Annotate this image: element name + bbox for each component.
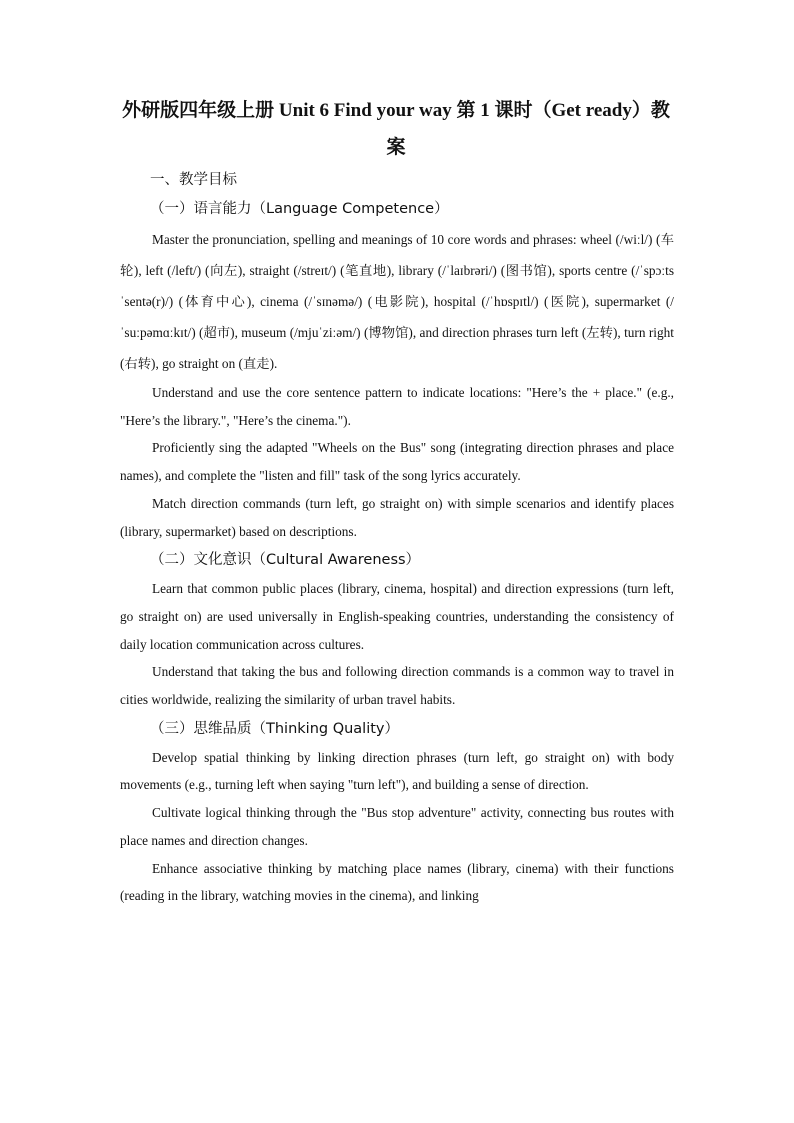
section-heading-teaching-objectives: 一、教学目标 [150, 172, 237, 188]
document-body [120, 166, 674, 910]
document-title: 外研版四年级上册 Unit 6 Find your way 第 1 课时（Get ready）教案 [122, 100, 670, 158]
paragraph-song: Proficiently sing the adapted "Wheels on the Bus" song (integrating direction phrases and place names), and complete the "listen and fill" task of the song lyrics accurately. [120, 440, 674, 484]
paragraph-logical-thinking: Cultivate logical thinking through the "Bus stop adventure" activity, connecting bus routes with place names and direction changes. [120, 805, 674, 848]
paragraph-direction-commands: Match direction commands (turn left, go straight on) with simple scenarios and identify places (library, supermarket) based on descriptions. [120, 495, 674, 539]
paragraph-bus-travel: Understand that taking the bus and following direction commands is a common way to travel in cities worldwide, realizing the similarity of urban travel habits. [120, 664, 674, 708]
subsection-heading-cultural-awareness: （二）文化意识（Cultural Awareness） [150, 552, 421, 569]
paragraph-spatial-thinking: Develop spatial thinking by linking direction phrases (turn left, go straight on) with body movements (e.g., turning left when saying "turn left"), and building a sense of direction. [120, 749, 674, 793]
subsection-heading-thinking-quality: （三）思维品质（Thinking Quality） [150, 720, 400, 737]
paragraph-public-places: Learn that common public places (library, cinema, hospital) and direction expressions (turn left, go straight on) are used universally in English-speaking countries, understanding the consistency of daily location communication across cultures. [120, 581, 674, 652]
paragraph-associative-thinking: Enhance associative thinking by matching place names (library, cinema) with their functions (reading in the library, watching movies in the cinema), and linking [120, 860, 674, 904]
paragraph-sentence-pattern: Understand and use the core sentence pattern to indicate locations: "Here’s the + place." (e.g., "Here’s the library.", "Here’s the cinema."). [120, 385, 674, 428]
subsection-heading-language-competence: （一）语言能力（Language Competence） [150, 201, 449, 217]
paragraph-core-words: Master the pronunciation, spelling and meanings of 10 core words and phrases: wheel (/wiːl/) (车轮), left (/left/) (向左), straight (/streɪt/) (笔直地), library (/ˈlaɪbrəri/) (图书馆), sports centre (/ˈspɔːts ˈsentə(r)/) (体育中心), cinema (/ˈsɪnəmə/) (电影院), hospital (/ˈhɒspɪtl/) (医院), supermarket (/ˈsuːpəmɑːkɪt/) (超市), museum (/mjuˈziːəm/) (博物馆), and direction phrases turn left (左转), turn right (右转), go straight on (直走). [120, 232, 674, 371]
